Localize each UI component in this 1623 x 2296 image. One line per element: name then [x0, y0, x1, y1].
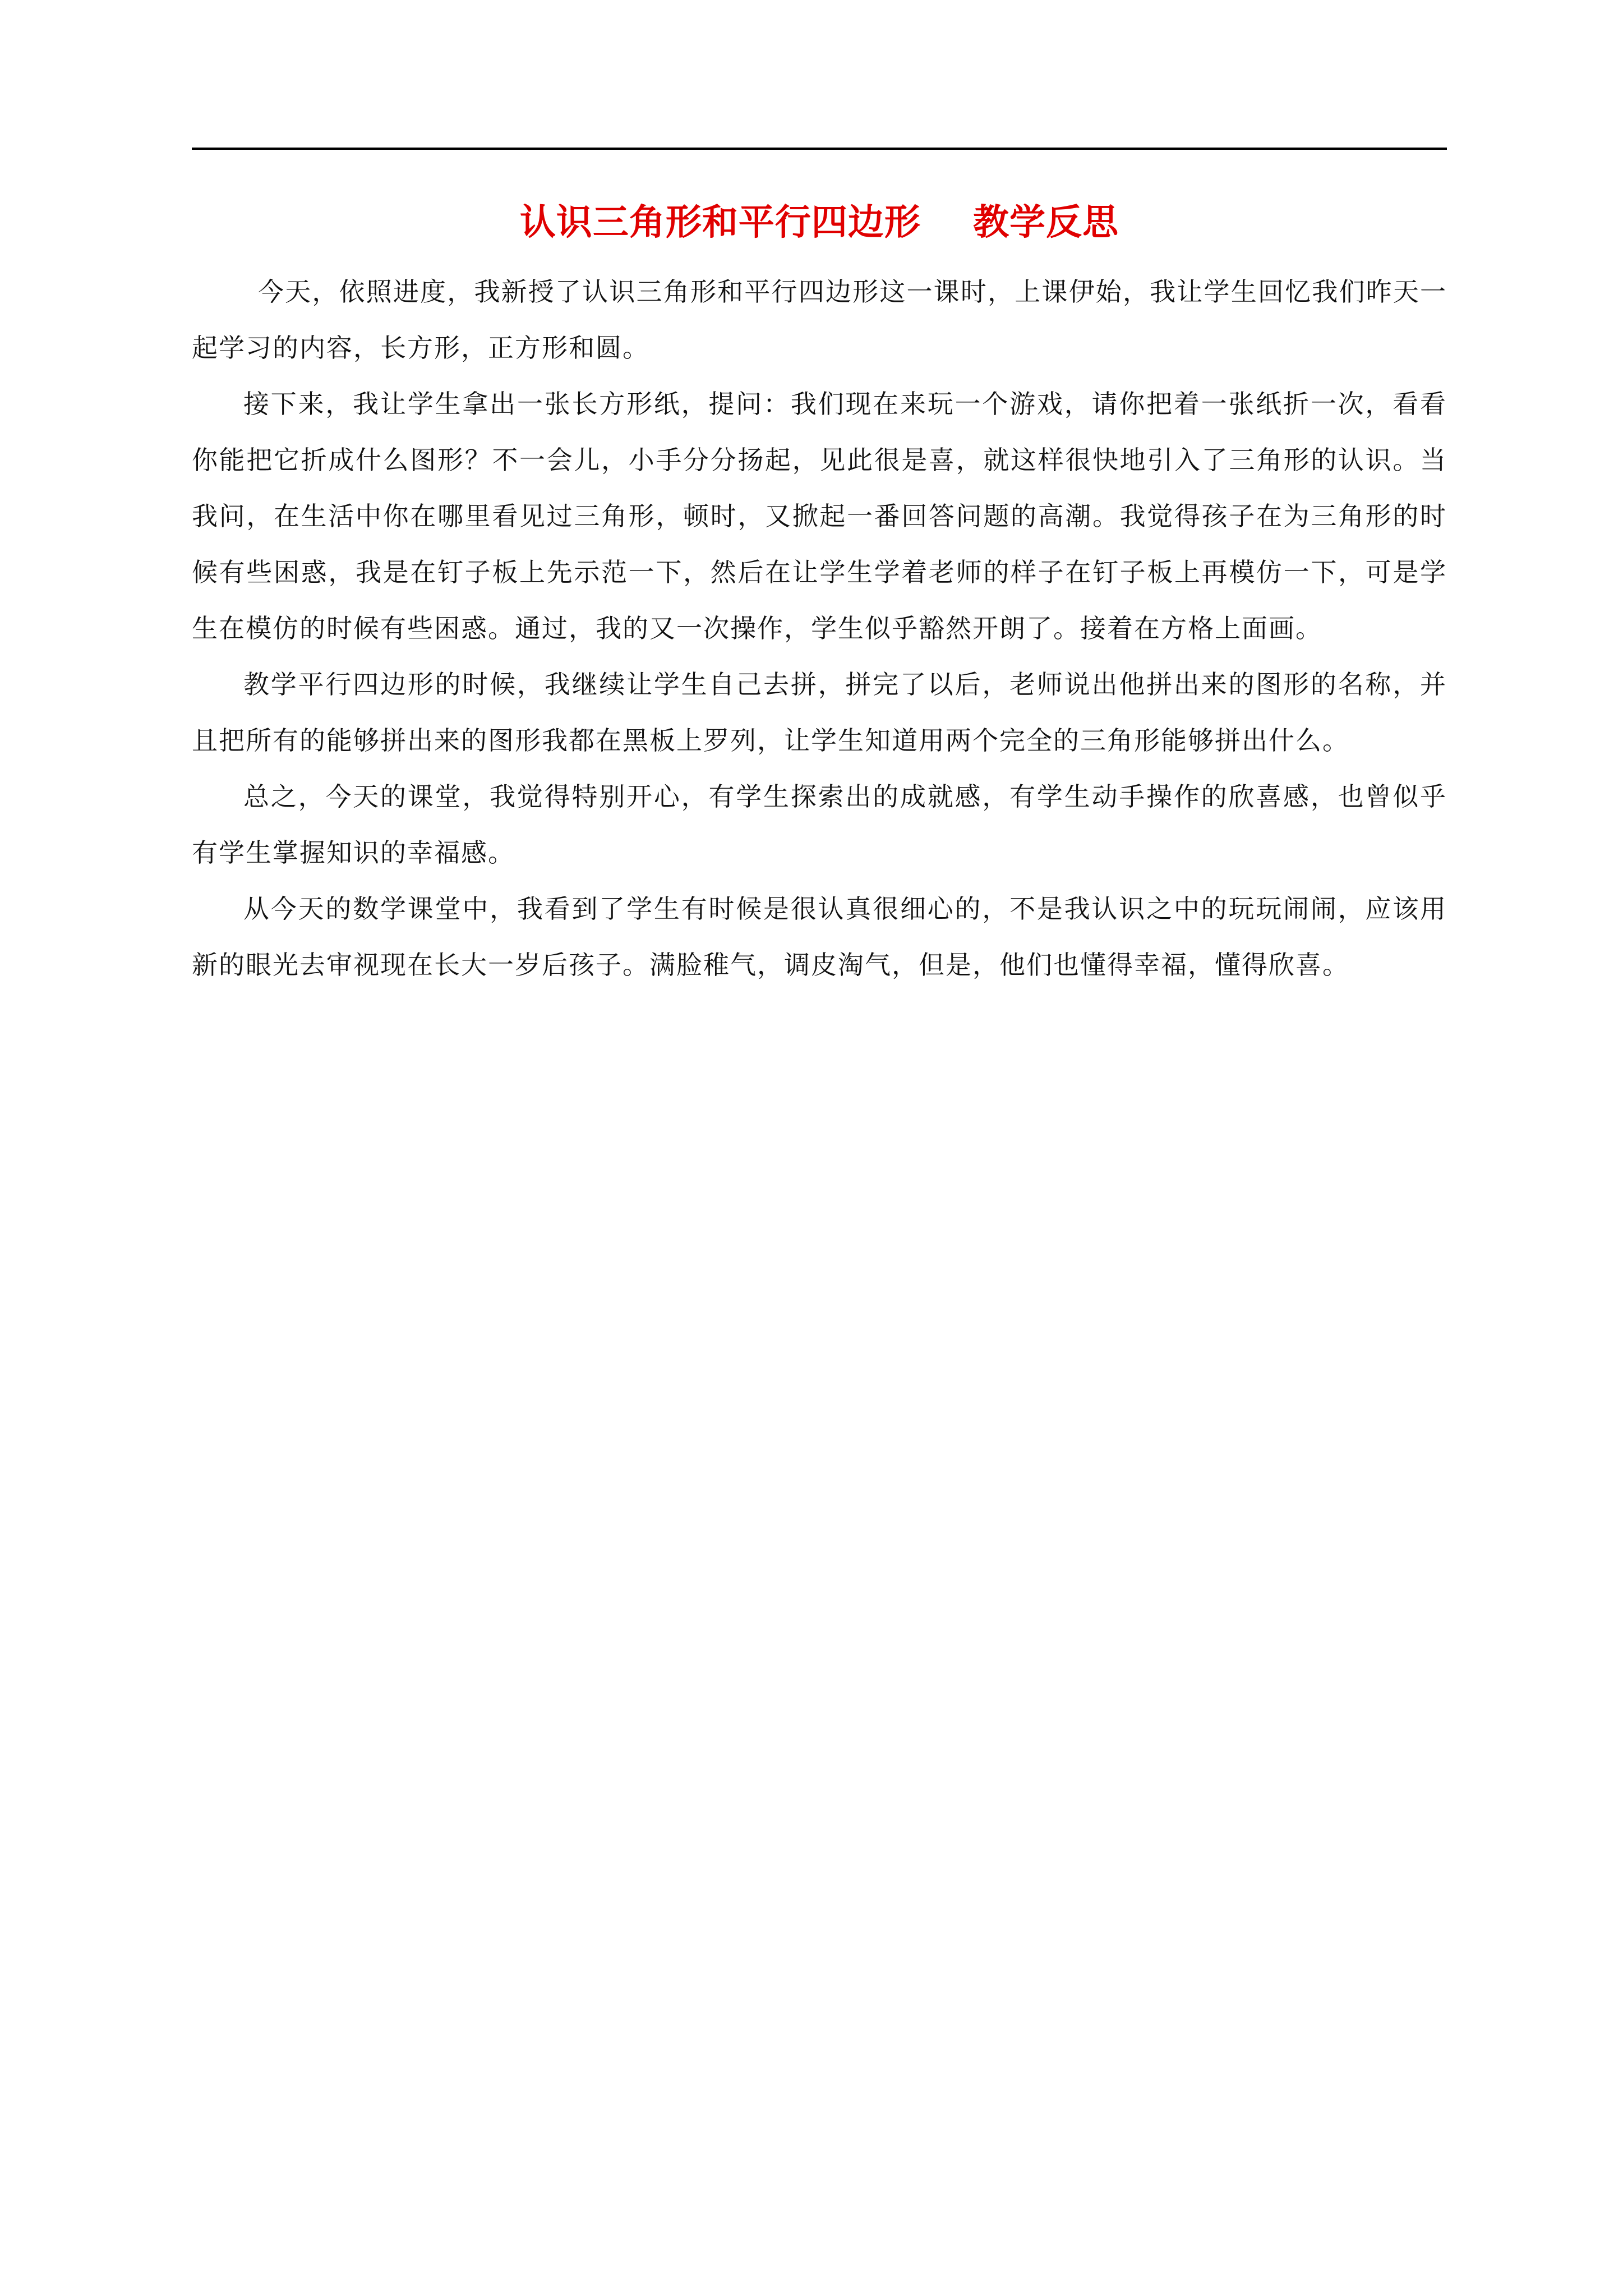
paragraph-3: 教学平行四边形的时候，我继续让学生自己去拼，拼完了以后，老师说出他拼出来的图形的名称，并且把所有的能够拼出来的图形我都在黑板上罗列，让学生知道用两个完全的三角形能够拼出什么。: [192, 669, 1447, 756]
header-rule: [192, 148, 1447, 150]
paragraph-5: 从今天的数学课堂中，我看到了学生有时候是很认真很细心的，不是我认识之中的玩玩闹闹，应该用新的眼光去审视现在长大一岁后孩子。满脸稚气，调皮淘气，但是，他们也懂得幸福，懂得欣喜。: [192, 894, 1447, 980]
document-body: [192, 264, 1447, 993]
document-title: 认识三角形和平行四边形 教学反思: [519, 201, 1119, 243]
paragraph-4: 总之，今天的课堂，我觉得特别开心，有学生探索出的成就感，有学生动手操作的欣喜感，也曾似乎有学生掌握知识的幸福感。: [192, 781, 1447, 868]
paragraph-1: 今天，依照进度，我新授了认识三角形和平行四边形这一课时，上课伊始，我让学生回忆我们昨天一起学习的内容，长方形，正方形和圆。: [192, 277, 1447, 363]
paragraph-2: 接下来，我让学生拿出一张长方形纸，提问：我们现在来玩一个游戏，请你把着一张纸折一次，看看你能把它折成什么图形？不一会儿，小手分分扬起，见此很是喜，就这样很快地引入了三角形的认识。当我问，在生活中你在哪里看见过三角形，顿时，又掀起一番回答问题的高潮。我觉得孩子在为三角形的时候有些困惑，我是在钉子板上先示范一下，然后在让学生学着老师的样子在钉子板上再模仿一下，可是学生在模仿的时候有些困惑。通过，我的又一次操作，学生似乎豁然开朗了。接着在方格上面画。: [192, 389, 1447, 643]
